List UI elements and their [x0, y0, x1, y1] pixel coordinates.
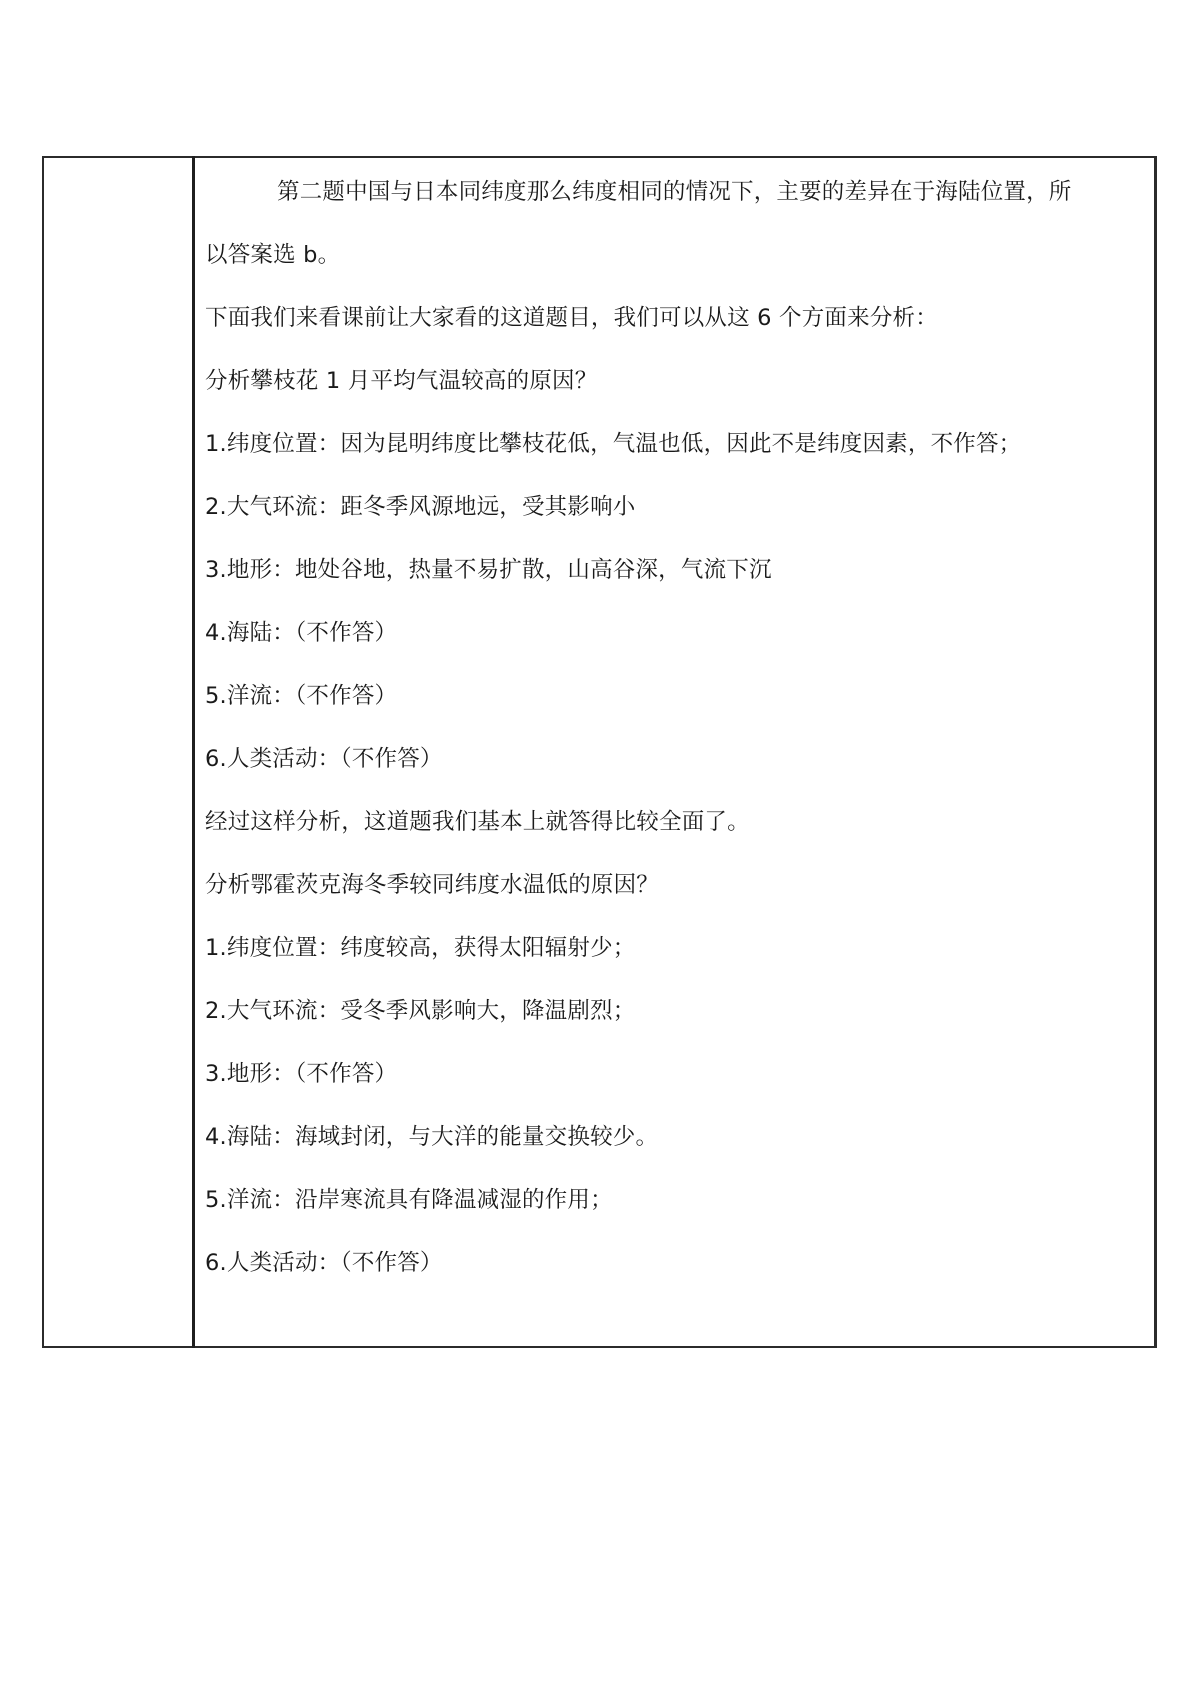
list-item: 6.人类活动：（不作答） — [205, 746, 443, 772]
left-empty-cell — [44, 158, 192, 1346]
paragraph-line: 下面我们来看课前让大家看的这道题目，我们可以从这 6 个方面来分析： — [205, 305, 938, 331]
list-item: 1.纬度位置：纬度较高，获得太阳辐射少； — [205, 935, 636, 961]
list-item: 2.大气环流：距冬季风源地远，受其影响小 — [205, 494, 636, 520]
list-item: 5.洋流：沿岸寒流具有降温减湿的作用； — [205, 1187, 613, 1213]
list-item: 1.纬度位置：因为昆明纬度比攀枝花低，气温也低，因此不是纬度因素，不作答； — [205, 431, 1022, 457]
paragraph-line: 第二题中国与日本同纬度那么纬度相同的情况下，主要的差异在于海陆位置，所 — [277, 179, 1072, 205]
question-heading: 分析攀枝花 1 月平均气温较高的原因？ — [205, 368, 598, 394]
right-content-cell — [205, 170, 1150, 1304]
list-item: 3.地形：（不作答） — [205, 1061, 398, 1087]
question-heading: 分析鄂霍茨克海冬季较同纬度水温低的原因？ — [205, 872, 660, 898]
paragraph-line: 经过这样分析，这道题我们基本上就答得比较全面了。 — [205, 809, 750, 835]
list-item: 4.海陆：海域封闭，与大洋的能量交换较少。 — [205, 1124, 659, 1150]
list-item: 5.洋流：（不作答） — [205, 683, 398, 709]
list-item: 4.海陆：（不作答） — [205, 620, 398, 646]
list-item: 3.地形：地处谷地，热量不易扩散，山高谷深，气流下沉 — [205, 557, 772, 583]
list-item: 2.大气环流：受冬季风影响大，降温剧烈； — [205, 998, 636, 1024]
column-divider — [192, 156, 195, 1348]
paragraph-line: 以答案选 b。 — [205, 242, 341, 268]
list-item: 6.人类活动：（不作答） — [205, 1250, 443, 1276]
